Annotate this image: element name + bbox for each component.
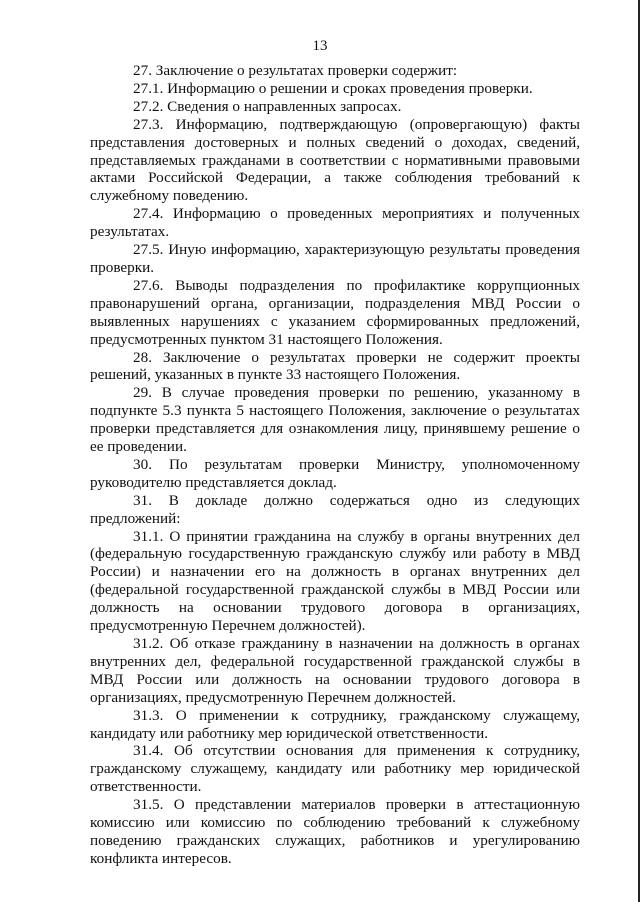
paragraph-27-4: 27.4. Информацию о проведенных мероприятиях и полученных результатах. — [90, 205, 580, 241]
paragraph-30: 30. По результатам проверки Министру, уполномоченному руководителю представляется доклад. — [90, 455, 580, 491]
paragraph-27-3: 27.3. Информацию, подтверждающую (опровергающую) факты представления достоверных и полных сведений о доходах, сведений, представляемых гражданами в соответствии с нормативными правовыми актами Российской Федерации, а также соблюдения требований к служебному поведению. — [90, 115, 580, 205]
paragraph-31-5: 31.5. О представлении материалов проверки в аттестационную комиссию или комиссию по соблюдению требований к служебному поведению гражданских служащих, работников и урегулированию конфликта интересов. — [90, 796, 580, 867]
paragraph-27: 27. Заключение о результатах проверки содержит: — [133, 62, 458, 79]
paragraph-31-1: 31.1. О принятии гражданина на службу в органы внутренних дел (федеральную государственную гражданскую службу или работу в МВД России) и назначении его на должность в органах внутренних дел (федеральной государственной гражданской службы в МВД России или должность на основании трудового договора в организациях, предусмотренную Перечнем должностей). — [90, 527, 580, 635]
document-body — [90, 62, 580, 868]
paragraph-29: 29. В случае проведения проверки по решению, указанному в подпункте 5.3 пункта 5 настоящего Положения, заключение о результатах проверки представляется для ознакомления лицу, принявшему решение о ее проведении. — [90, 384, 580, 456]
paragraph-27-5: 27.5. Иную информацию, характеризующую результаты проведения проверки. — [90, 241, 580, 276]
paragraph-31-4: 31.4. Об отсутствии основания для применения к сотруднику, гражданскому служащему, кандидату или работнику мер юридической ответственности. — [90, 742, 580, 796]
paragraph-31-3: 31.3. О применении к сотруднику, гражданскому служащему, кандидату или работнику мер юридической ответственности. — [90, 706, 580, 742]
paragraph-27-2: 27.2. Сведения о направленных запросах. — [133, 97, 402, 115]
paragraph-31-2: 31.2. Об отказе гражданину в назначении на должность в органах внутренних дел, федеральной государственной гражданской службы в МВД России или должность на основании трудового договора в организациях, предусмотренную Перечнем должностей. — [90, 635, 580, 706]
paragraph-27-6: 27.6. Выводы подразделения по профилактике коррупционных правонарушений органа, организации, подразделения МВД России о выявленных нарушениях с указанием сформированных предложений, предусмотренных пунктом 31 настоящего Положения. — [90, 276, 580, 348]
page-number: 13 — [312, 38, 328, 54]
paragraph-27-1: 27.1. Информацию о решении и сроках проведения проверки. — [133, 79, 533, 97]
paragraph-31: 31. В докладе должно содержаться одно из следующих предложений: — [90, 491, 580, 527]
paragraph-28: 28. Заключение о результатах проверки не содержит проекты решений, указанных в пункте 33 настоящего Положения. — [90, 348, 580, 384]
